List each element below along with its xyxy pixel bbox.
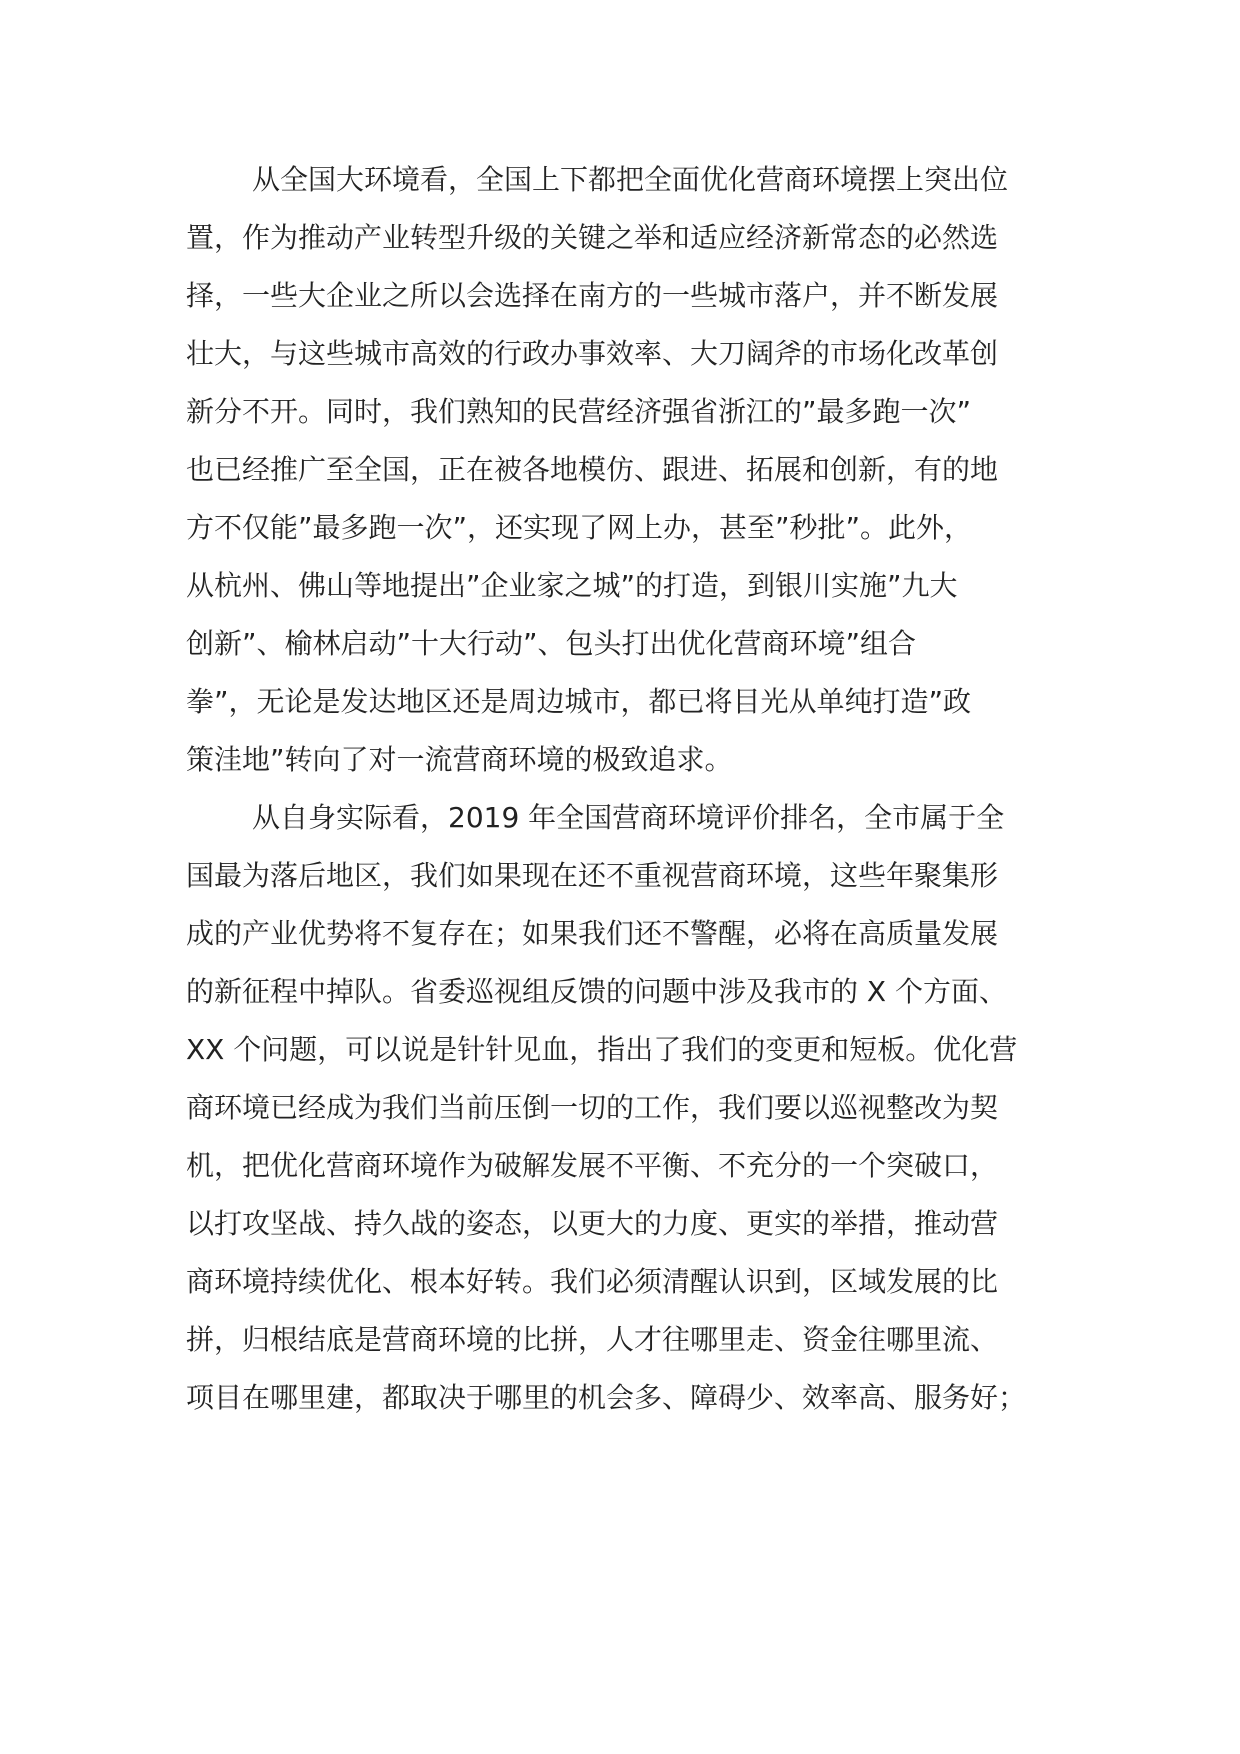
paragraph-2-line-11: 项目在哪里建，都取决于哪里的机会多、障碍少、效率高、服务好； — [186, 1381, 1027, 1414]
paragraph-2-line-7: 机，把优化营商环境作为破解发展不平衡、不充分的一个突破口， — [186, 1149, 999, 1182]
paragraph-1-line-5: 新分不开。同时，我们熟知的民营经济强省浙江的”最多跑一次” — [186, 395, 972, 428]
paragraph-1-line-4: 壮大，与这些城市高效的行政办事效率、大刀阔斧的市场化改革创 — [186, 337, 999, 370]
paragraph-2-line-8: 以打攻坚战、持久战的姿态，以更大的力度、更实的举措，推动营 — [186, 1207, 999, 1240]
paragraph-1-line-10: 拳”，无论是发达地区还是周边城市，都已将目光从单纯打造”政 — [186, 685, 972, 718]
paragraph-2-line-5: XX 个问题，可以说是针针见血，指出了我们的变更和短板。优化营 — [186, 1033, 1018, 1066]
paragraph-1-line-9: 创新”、榆林启动”十大行动”、包头打出优化营商环境”组合 — [186, 627, 917, 660]
paragraph-2-line-6: 商环境已经成为我们当前压倒一切的工作，我们要以巡视整改为契 — [186, 1091, 999, 1124]
paragraph-1-line-11: 策洼地”转向了对一流营商环境的极致追求。 — [186, 743, 733, 776]
paragraph-1-line-8: 从杭州、佛山等地提出”企业家之城”的打造，到银川实施”九大 — [186, 569, 958, 602]
paragraph-2-line-4: 的新征程中掉队。省委巡视组反馈的问题中涉及我市的 X 个方面、 — [186, 975, 1007, 1008]
paragraph-2-line-10: 拼，归根结底是营商环境的比拼，人才往哪里走、资金往哪里流、 — [186, 1323, 999, 1356]
paragraph-2-line-2: 国最为落后地区，我们如果现在还不重视营商环境，这些年聚集形 — [186, 859, 999, 892]
paragraph-1-line-3: 择，一些大企业之所以会选择在南方的一些城市落户，并不断发展 — [186, 279, 999, 312]
paragraph-1-line-7: 方不仅能”最多跑一次”，还实现了网上办，甚至”秒批”。此外， — [186, 511, 973, 544]
paragraph-1-line-2: 置，作为推动产业转型升级的关键之举和适应经济新常态的必然选 — [186, 221, 999, 254]
paragraph-1-line-6: 也已经推广至全国，正在被各地模仿、跟进、拓展和创新，有的地 — [186, 453, 999, 486]
paragraph-1-line-1: 从全国大环境看，全国上下都把全面优化营商环境摆上突出位 — [252, 163, 1009, 196]
paragraph-2-line-9: 商环境持续优化、根本好转。我们必须清醒认识到，区域发展的比 — [186, 1265, 999, 1298]
paragraph-2-line-1: 从自身实际看，2019 年全国营商环境评价排名，全市属于全 — [252, 801, 1005, 834]
paragraph-2-line-3: 成的产业优势将不复存在；如果我们还不警醒，必将在高质量发展 — [186, 917, 999, 950]
